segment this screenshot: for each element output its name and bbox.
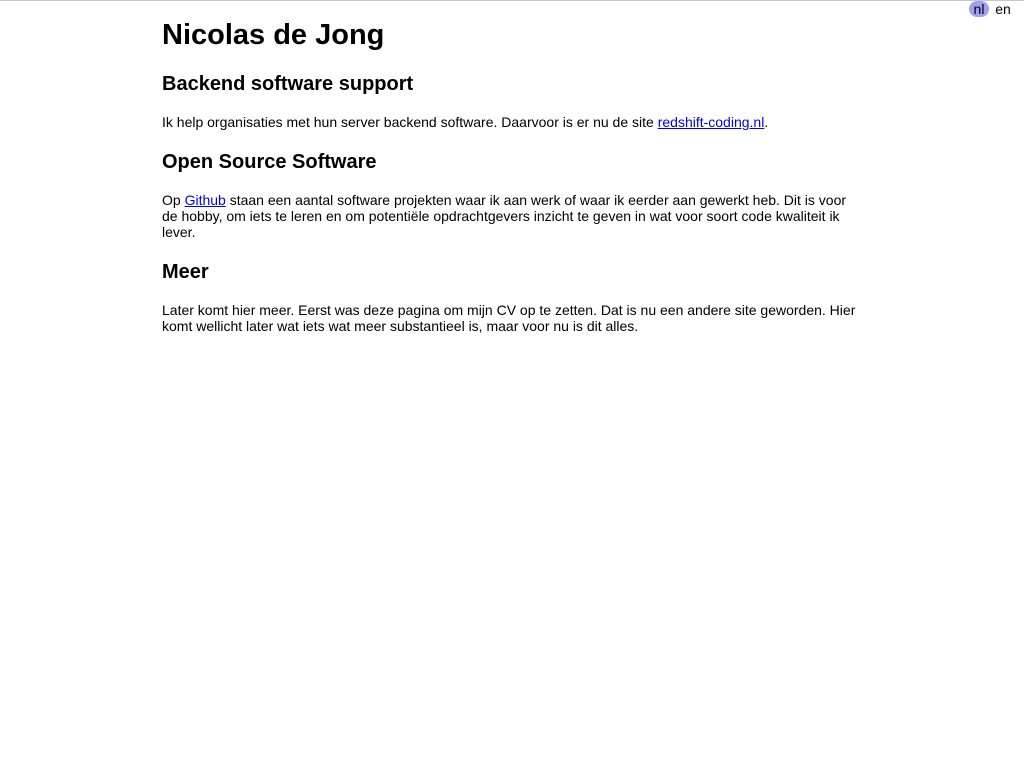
opensource-text-after: staan een aantal software projekten waar ik aan werk of waar ik eerder aan gewerkt heb. Dit is voor de hobby, om iets te leren en om potentiële opdrachtgevers inzicht te geven in wat voor soort code kwaliteit ik lever. xyxy=(162,192,847,240)
language-option-en[interactable]: en xyxy=(995,1,1011,17)
github-link[interactable]: Github xyxy=(184,192,226,208)
language-option-nl[interactable]: nl xyxy=(969,1,989,17)
section-title-backend: Backend software support xyxy=(162,73,414,95)
main-content xyxy=(162,1,862,334)
section-text-opensource xyxy=(162,192,862,240)
backend-text-after: . xyxy=(764,114,769,130)
page-title: Nicolas de Jong xyxy=(162,19,385,51)
section-text-backend xyxy=(162,114,862,130)
opensource-text-before: Op xyxy=(162,192,185,208)
backend-text-before: Ik help organisaties met hun server backend software. Daarvoor is er nu de site xyxy=(162,114,658,130)
language-switcher xyxy=(969,1,1013,17)
section-title-more: Meer xyxy=(162,261,209,283)
section-text-more: Later komt hier meer. Eerst was deze pagina om mijn CV op te zetten. Dat is nu een andere site geworden. Hier komt wellicht later wat iets wat meer substantieel is, maar voor nu is dit alles. xyxy=(162,302,856,334)
section-title-opensource: Open Source Software xyxy=(162,151,377,173)
redshift-coding-link[interactable]: redshift-coding.nl xyxy=(657,114,765,130)
